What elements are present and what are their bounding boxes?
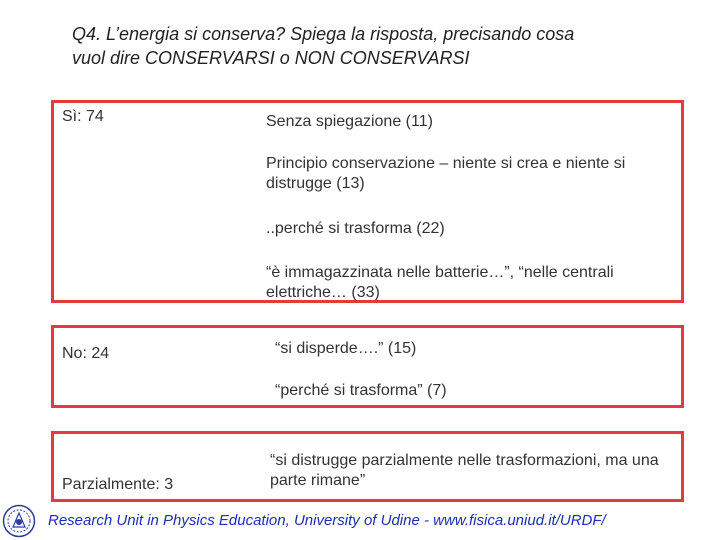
answer-item: Principio conservazione – niente si crea e niente si distrugge (13) [266, 155, 626, 192]
group-label-no: No: 24 [62, 345, 110, 362]
title-line-1: Q4. L’energia si conserva? Spiega la risposta, precisando cosa [72, 24, 575, 44]
answer-item: ..perché si trasforma (22) [266, 220, 445, 237]
answer-item: “si disperde….” (15) [275, 340, 417, 357]
group-label-partial: Parzialmente: 3 [62, 476, 174, 493]
answer-item: “è immagazzinata nelle batterie…”, “nelle centrali elettriche… (33) [266, 264, 614, 301]
group-label-yes: Sì: 74 [62, 108, 104, 125]
footer-credit: Research Unit in Physics Education, University of Udine - www.fisica.uniud.it/URDF/ [48, 512, 606, 529]
answer-item: “perché si trasforma” (7) [275, 382, 447, 399]
slide-title [72, 22, 692, 70]
answer-item: “si distrugge parzialmente nelle trasformazioni, ma una parte rimane” [270, 452, 659, 489]
answer-item: Senza spiegazione (11) [266, 113, 433, 130]
title-line-2: vuol dire CONSERVARSI o NON CONSERVARSI [72, 48, 470, 68]
university-seal-icon [2, 504, 36, 538]
